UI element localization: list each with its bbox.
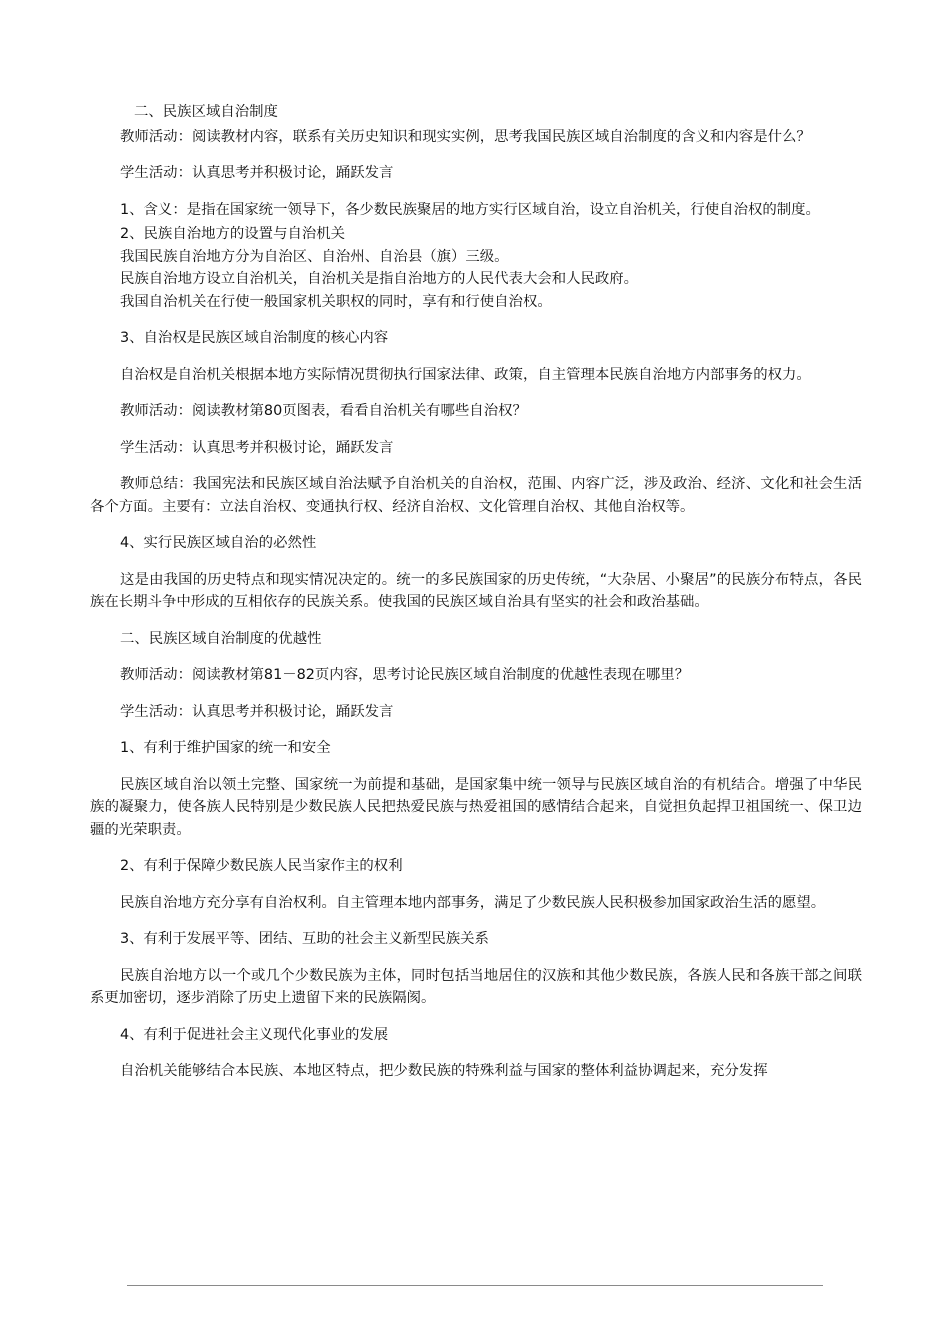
- footer-rule: [127, 1285, 823, 1286]
- subheading: 3、自治权是民族区域自治制度的核心内容: [120, 330, 389, 346]
- subheading: 2、有利于保障少数民族人民当家作主的权利: [120, 858, 403, 874]
- paragraph: 教师活动：阅读教材内容，联系有关历史知识和现实实例，思考我国民族区域自治制度的含义和内容是什么？: [120, 128, 811, 145]
- paragraph: 学生活动：认真思考并积极讨论，踊跃发言: [120, 439, 394, 456]
- paragraph: 民族自治地方设立自治机关，自治机关是指自治地方的人民代表大会和人民政府。: [120, 271, 639, 287]
- paragraph: 民族自治地方以一个或几个少数民族为主体，同时包括当地居住的汉族和其他少数民族，各族人民和各族干部之间联系更加密切，逐步消除了历史上遗留下来的民族隔阂。: [90, 967, 862, 1006]
- subheading: 1、有利于维护国家的统一和安全: [120, 740, 331, 756]
- subheading: 4、有利于促进社会主义现代化事业的发展: [120, 1026, 389, 1043]
- paragraph: 教师活动：阅读教材第81－82页内容，思考讨论民族区域自治制度的优越性表现在哪里？: [120, 667, 690, 683]
- paragraph: 1、含义：是指在国家统一领导下，各少数民族聚居的地方实行区域自治，设立自治机关，行使自治权的制度。: [120, 201, 820, 218]
- paragraph: 自治机关能够结合本民族、本地区特点，把少数民族的特殊利益与国家的整体利益协调起来，充分发挥: [120, 1063, 768, 1079]
- paragraph: 学生活动：认真思考并积极讨论，踊跃发言: [120, 703, 394, 720]
- section-heading: 二、民族区域自治制度: [134, 104, 278, 120]
- subheading: 3、有利于发展平等、团结、互助的社会主义新型民族关系: [120, 931, 489, 947]
- paragraph: 这是由我国的历史特点和现实情况决定的。统一的多民族国家的历史传统，“大杂居、小聚居”的民族分布特点，各民族在长期斗争中形成的互相依存的民族关系。使我国的民族区域自治具有坚实的社会和政治基础。: [90, 571, 862, 610]
- document-body: [90, 101, 862, 1083]
- paragraph: 我国自治机关在行使一般国家机关职权的同时，享有和行使自治权。: [120, 293, 552, 310]
- subheading: 4、实行民族区域自治的必然性: [120, 535, 317, 551]
- paragraph: 民族自治地方充分享有自治权利。自主管理本地内部事务，满足了少数民族人民积极参加国家政治生活的愿望。: [120, 894, 826, 911]
- paragraph: 民族区域自治以领土完整、国家统一为前提和基础，是国家集中统一领导与民族区域自治的有机结合。增强了中华民族的凝聚力，使各族人民特别是少数民族人民把热爱民族与热爱祖国的感情结合起来，自觉担负起捍卫祖国统一、保卫边疆的光荣职责。: [90, 776, 862, 838]
- section-heading: 二、民族区域自治制度的优越性: [120, 630, 322, 647]
- paragraph: 教师总结：我国宪法和民族区域自治法赋予自治机关的自治权，范围、内容广泛，涉及政治、经济、文化和社会生活各个方面。主要有：立法自治权、变通执行权、经济自治权、文化管理自治权、其他自治权等。: [90, 476, 862, 515]
- paragraph: 学生活动：认真思考并积极讨论，踊跃发言: [120, 165, 394, 181]
- paragraph: 我国民族自治地方分为自治区、自治州、自治县（旗）三级。: [120, 248, 509, 265]
- subheading: 2、民族自治地方的设置与自治机关: [120, 226, 346, 242]
- paragraph: 自治权是自治机关根据本地方实际情况贯彻执行国家法律、政策，自主管理本民族自治地方内部事务的权力。: [120, 366, 811, 383]
- paragraph: 教师活动：阅读教材第80页图表，看看自治机关有哪些自治权？: [120, 403, 527, 419]
